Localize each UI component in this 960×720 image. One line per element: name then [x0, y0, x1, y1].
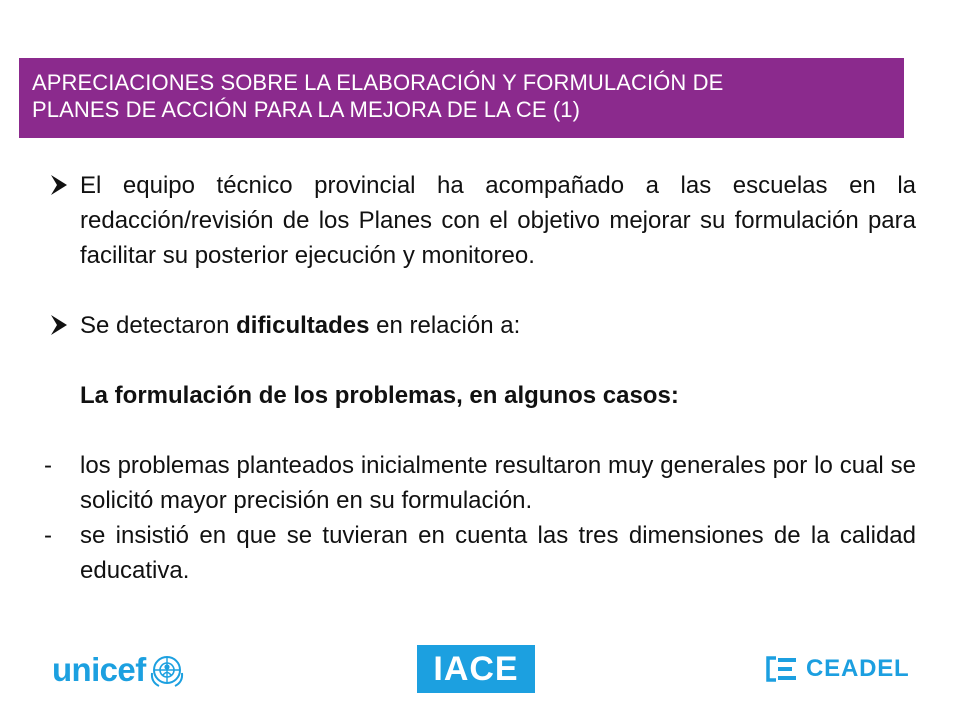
spacer — [44, 343, 916, 378]
slide-title-line-2: PLANES DE ACCIÓN PARA LA MEJORA DE LA CE (1) — [32, 97, 581, 122]
bullet-item-2 — [44, 308, 916, 343]
dash-marker: - — [44, 452, 52, 479]
dash-marker: - — [44, 522, 52, 549]
dash-item-1 — [44, 448, 916, 518]
bullet-text-1: El equipo técnico provincial ha acompañado a las escuelas en la redacción/revisión de los Planes con el objetivo mejorar su formulación para facilitar su posterior ejecución y monitoreo. — [80, 172, 916, 269]
unicef-emblem-icon — [148, 651, 186, 689]
ceadel-emblem-icon — [765, 655, 799, 683]
spacer — [44, 273, 916, 308]
unicef-wordmark: unicef — [52, 651, 146, 688]
dash-text-1: los problemas planteados inicialmente resultaron muy generales por lo cual se solicitó mayor precisión en su formulación. — [80, 452, 916, 514]
iace-logo: IACE — [417, 645, 535, 693]
dash-item-2 — [44, 518, 916, 588]
title-banner — [19, 58, 904, 138]
spacer — [44, 413, 916, 448]
ceadel-logo — [765, 654, 909, 684]
slide-title-line-1: APRECIACIONES SOBRE LA ELABORACIÓN Y FORMULACIÓN DE — [32, 70, 724, 95]
dash-text-2: se insistió en que se tuvieran en cuenta las tres dimensiones de la calidad educativa. — [80, 522, 916, 584]
slide-body — [44, 168, 916, 588]
ceadel-wordmark: CEADEL — [806, 655, 910, 682]
arrow-bullet-icon — [44, 174, 74, 196]
bullet-text-2-suffix: en relación a: — [376, 312, 521, 339]
bullet-text-2-emphasis: dificultades — [236, 312, 370, 339]
unicef-logo — [52, 650, 186, 690]
slide-title — [32, 69, 892, 123]
subheading: La formulación de los problemas, en algunos casos: — [80, 382, 679, 409]
bullet-text-2-prefix: Se detectaron — [80, 312, 230, 339]
bullet-item-1 — [44, 168, 916, 273]
arrow-bullet-icon — [44, 314, 74, 336]
